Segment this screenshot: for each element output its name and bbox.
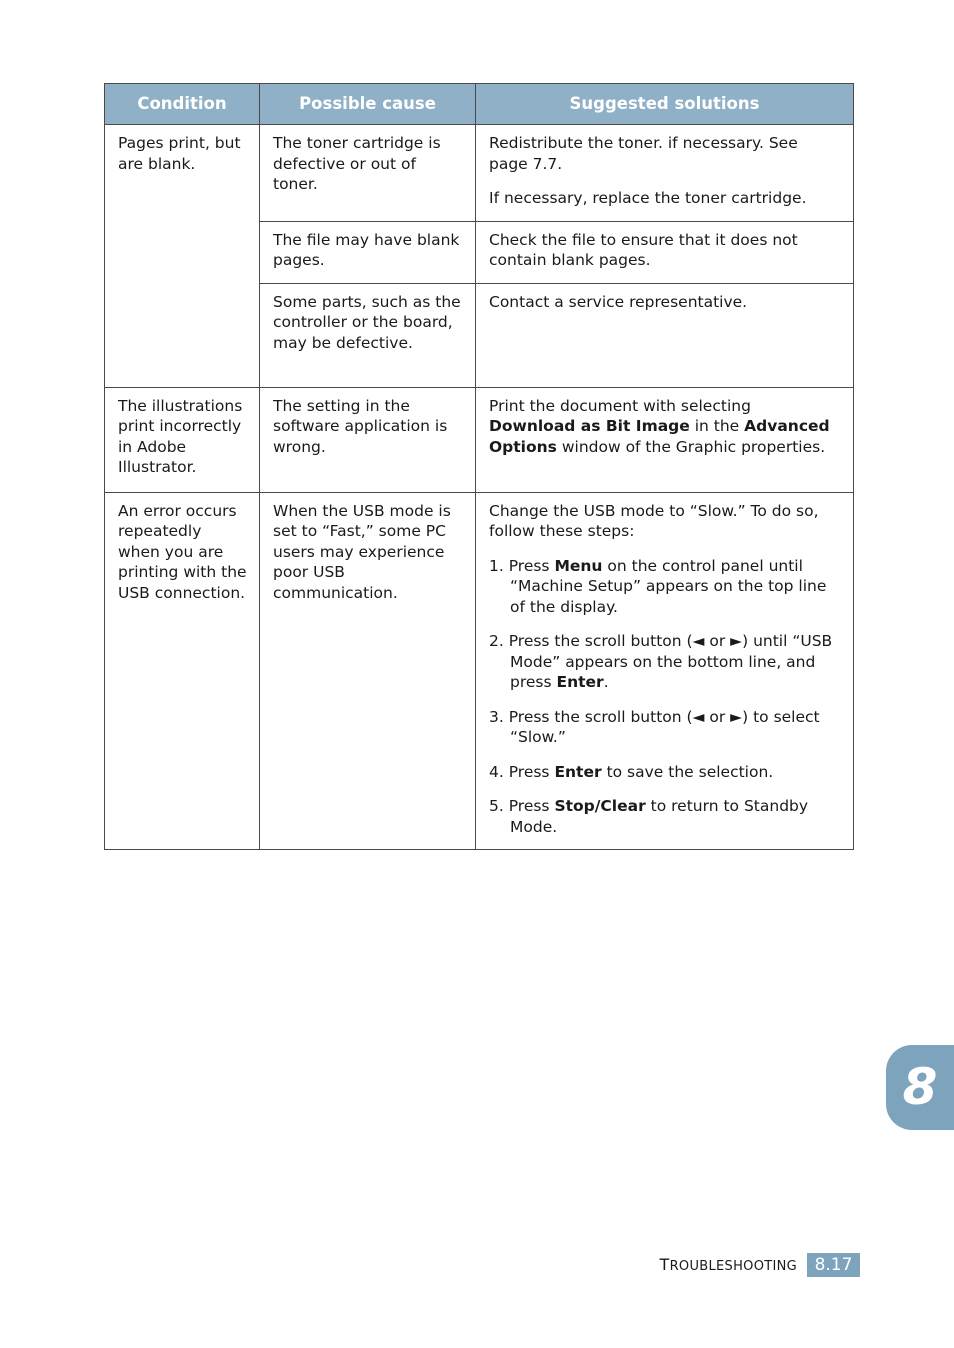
step-text: 2. Press the scroll button (◄ or ►) until “USB Mode” appears on the bottom line, and press [489,632,833,691]
table-row [105,125,854,222]
condition-cell: Pages print, but are blank. [105,125,260,388]
table-header-row [105,84,854,125]
cause-cell: Some parts, such as the controller or the board, may be defective. [260,283,476,387]
cause-cell: When the USB mode is set to “Fast,” some PC users may experience poor USB communication. [260,492,476,850]
step-text: to return to Standby Mode. [510,797,809,836]
step-text: 4. Press [489,762,555,781]
solution-text: If necessary, replace the toner cartridge. [489,189,807,207]
step-text: 1. Press [489,556,555,575]
list-item [489,556,841,618]
table-row [105,492,854,850]
condition-cell: An error occurs repeatedly when you are printing with the USB connection. [105,492,260,850]
condition-cell: The illustrations print incorrectly in Adobe Illustrator. [105,387,260,492]
footer-section-initial: T [659,1255,670,1274]
step-text: 3. Press the scroll button (◄ or ►) to select “Slow.” [489,707,820,746]
key-name: Enter [554,762,602,781]
solution-cell [476,492,854,850]
troubleshooting-table [104,83,854,850]
step-text: . [603,673,609,691]
solution-text: Print the document with selecting [489,396,751,415]
solution-text: window of the Graphic properties. [556,437,826,456]
solution-cell: Check the file to ensure that it does not contain blank pages. [476,221,854,283]
list-item [489,631,841,693]
header-condition: Condition [105,84,260,125]
header-possible-cause: Possible cause [260,84,476,125]
key-name: Stop/Clear [554,797,646,815]
solution-text: Redistribute the toner. if necessary. See page 7.7. [489,134,798,173]
cause-cell: The setting in the software application is wrong. [260,387,476,492]
header-suggested-solutions: Suggested solutions [476,84,854,125]
solution-intro: Change the USB mode to “Slow.” To do so, follow these steps: [489,501,819,540]
solution-text: in the [689,417,745,435]
key-name: Enter [556,673,604,691]
solution-cell [476,387,854,492]
page-number: 8.17 [807,1253,860,1277]
list-item [489,796,841,837]
step-text: to save the selection. [601,762,774,781]
cause-cell: The file may have blank pages. [260,221,476,283]
option-name: Download as Bit Image [489,417,690,435]
step-text: 5. Press [489,797,555,815]
cause-cell: The toner cartridge is defective or out of toner. [260,125,476,222]
key-name: Menu [554,556,603,575]
list-item [489,762,841,783]
solution-cell: Contact a service representative. [476,283,854,387]
window-name: Advanced Options [489,417,830,456]
table-row [105,387,854,492]
list-item [489,707,841,748]
step-text: on the control panel until “Machine Setup” appears on the top line of the display. [510,556,827,616]
steps-list [489,556,841,838]
running-footer [660,1255,798,1275]
footer-section-title: ROUBLESHOOTING [669,1259,797,1274]
chapter-tab: 8 [886,1045,954,1130]
solution-cell [476,125,854,222]
